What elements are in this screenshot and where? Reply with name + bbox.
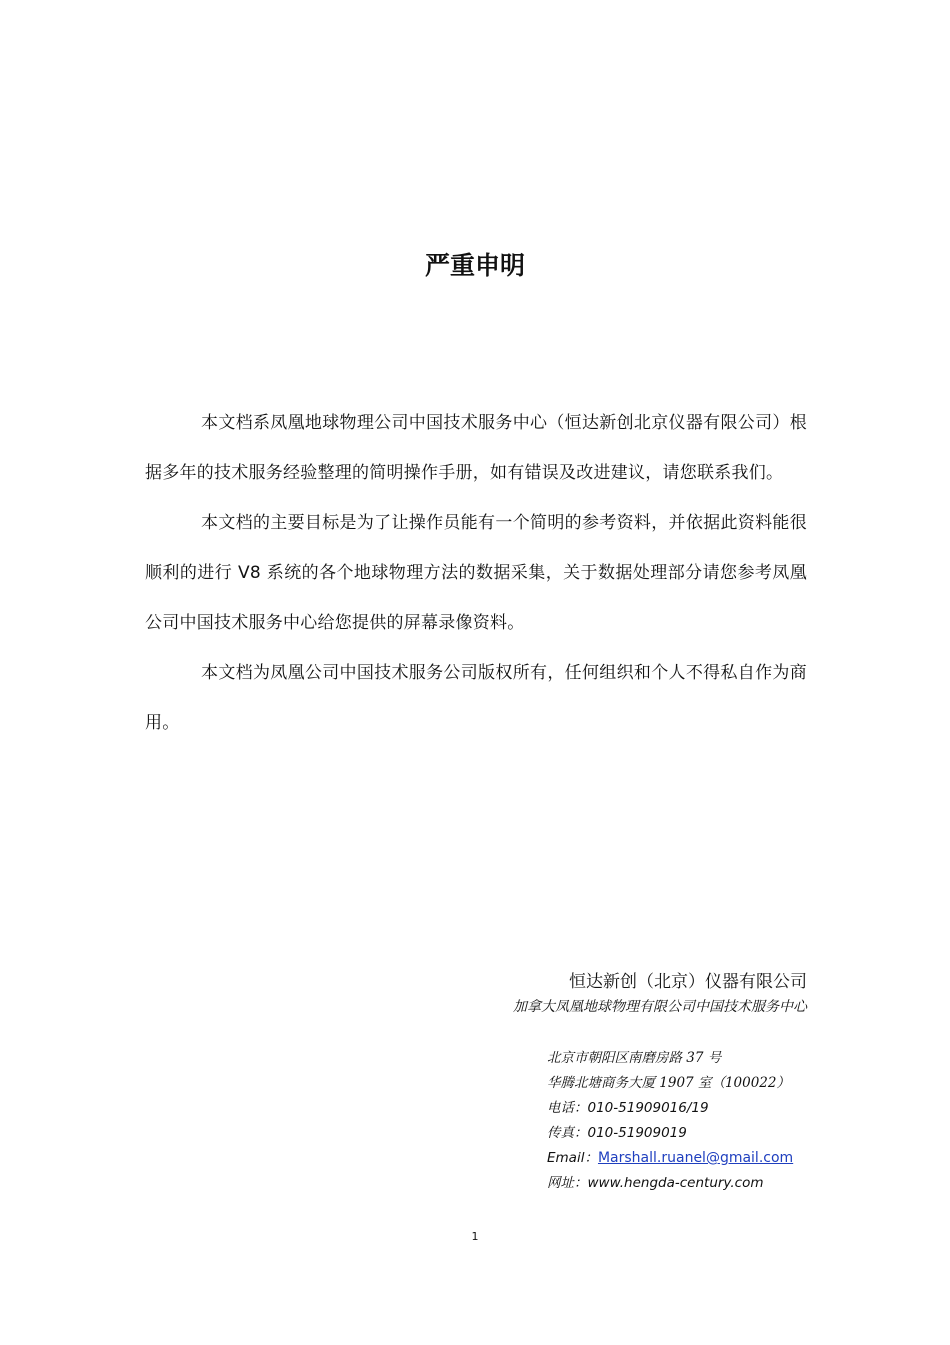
company-name: 恒达新创（北京）仪器有限公司 — [569, 972, 807, 992]
statement-body — [145, 398, 807, 748]
phone-label: 电话： — [547, 1100, 588, 1116]
phone-value: 010-51909016/19 — [587, 1100, 709, 1116]
fax-line — [547, 1121, 877, 1146]
company-subtitle: 加拿大凤凰地球物理有限公司中国技术服务中心 — [513, 999, 807, 1015]
page-number: 1 — [471, 1230, 479, 1243]
address-line-1: 北京市朝阳区南磨房路 37 号 — [547, 1050, 722, 1066]
website-label: 网址： — [547, 1175, 588, 1191]
email-line — [547, 1146, 877, 1171]
website-line — [547, 1171, 877, 1196]
email-link[interactable]: Marshall.ruanel@gmail.com — [597, 1150, 794, 1166]
email-label: Email： — [547, 1150, 598, 1166]
fax-value: 010-51909019 — [587, 1125, 687, 1141]
paragraph-3: 本文档为凤凰公司中国技术服务公司版权所有，任何组织和个人不得私自作为商用。 — [145, 663, 807, 733]
paragraph-2: 本文档的主要目标是为了让操作员能有一个简明的参考资料，并依据此资料能很顺利的进行 V8 系统的各个地球物理方法的数据采集，关于数据处理部分请您参考凤凰公司中国技术服务中心给您提供的屏幕录像资料。 — [145, 513, 807, 633]
website-value: www.hengda-century.com — [587, 1175, 764, 1191]
fax-label: 传真： — [547, 1125, 588, 1141]
phone-line — [547, 1096, 877, 1121]
contact-block — [547, 1046, 877, 1196]
page-title: 严重申明 — [424, 251, 525, 280]
address-line-2: 华腾北塘商务大厦 1907 室（100022） — [547, 1075, 790, 1091]
paragraph-1: 本文档系凤凰地球物理公司中国技术服务中心（恒达新创北京仪器有限公司）根据多年的技术服务经验整理的简明操作手册，如有错误及改进建议，请您联系我们。 — [145, 413, 807, 483]
